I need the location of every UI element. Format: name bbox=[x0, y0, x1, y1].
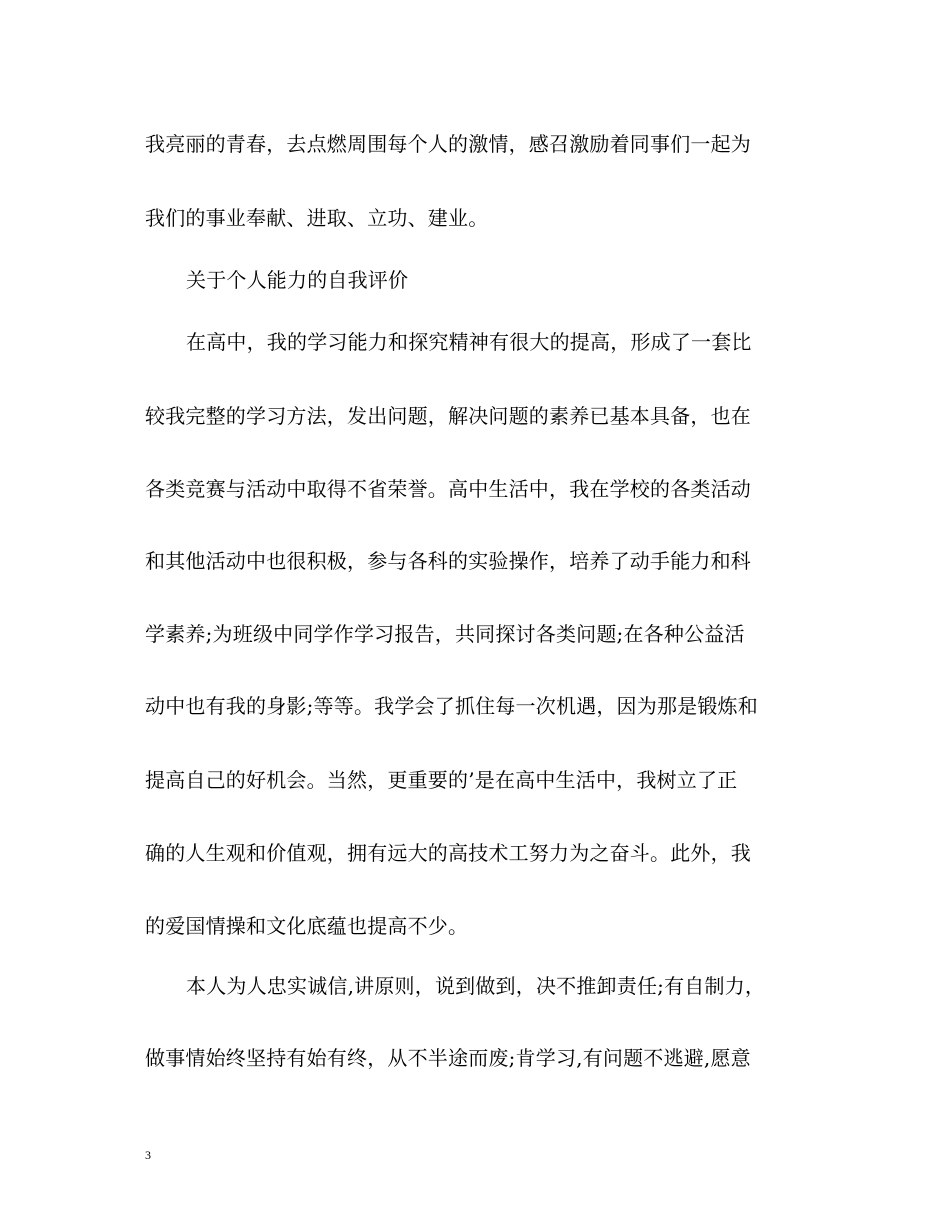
page-number: 3 bbox=[145, 1148, 151, 1162]
paragraph-line: 提高自己的好机会。当然，更重要的’是在高中生活中，我树立了正 bbox=[145, 768, 738, 792]
paragraph-line: 学素养;为班级中同学作学习报告，共同探讨各类问题;在各种公益活 bbox=[145, 622, 745, 646]
paragraph-line: 我们的事业奉献、进取、立功、建业。 bbox=[145, 206, 489, 230]
paragraph-line: 本人为人忠实诚信,讲原则，说到做到，决不推卸责任;有自制力， bbox=[186, 974, 766, 998]
paragraph-line: 确的人生观和价值观，拥有远大的高技术工努力为之奋斗。此外，我 bbox=[145, 841, 751, 865]
paragraph-line: 在高中，我的学习能力和探究精神有很大的提高，形成了一套比 bbox=[186, 330, 752, 354]
paragraph-line: 和其他活动中也很积极，参与各科的实验操作，培养了动手能力和科 bbox=[145, 549, 751, 573]
paragraph-line: 动中也有我的身影;等等。我学会了抓住每一次机遇，因为那是锻炼和 bbox=[145, 694, 758, 718]
paragraph-line: 的爱国情操和文化底蕴也提高不少。 bbox=[145, 914, 469, 938]
paragraph-line: 各类竞赛与活动中取得不省荣誉。高中生活中，我在学校的各类活动 bbox=[145, 477, 751, 501]
paragraph-line: 做事情始终坚持有始有终，从不半途而废;肯学习,有问题不逃避,愿意 bbox=[145, 1046, 751, 1070]
section-heading: 关于个人能力的自我评价 bbox=[186, 268, 409, 292]
paragraph-line: 较我完整的学习方法，发出问题，解决问题的素养已基本具备，也在 bbox=[145, 404, 751, 428]
paragraph-line: 我亮丽的青春，去点燃周围每个人的激情，感召激励着同事们一起为 bbox=[145, 132, 751, 156]
